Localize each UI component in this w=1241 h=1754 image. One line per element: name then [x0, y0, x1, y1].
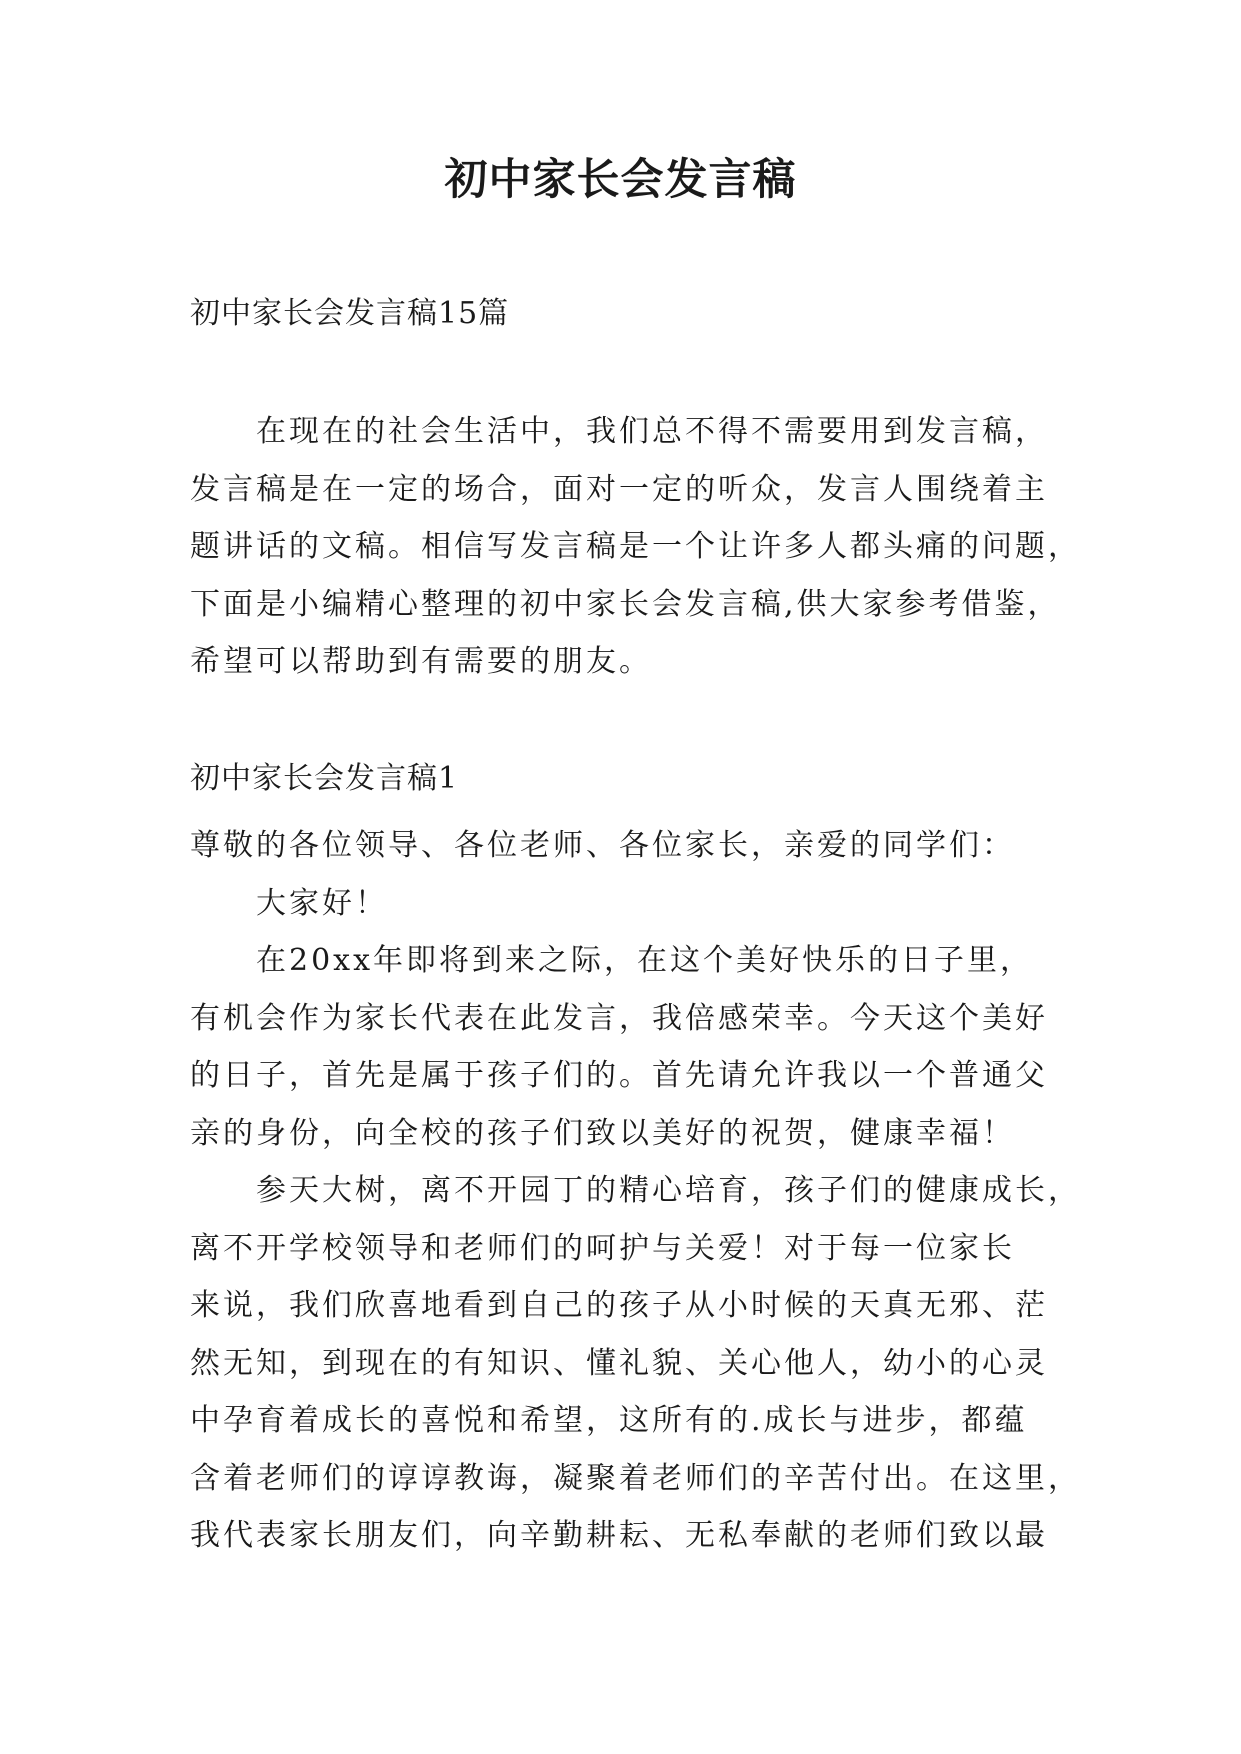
intro-line: 希望可以帮助到有需要的朋友。: [190, 644, 652, 679]
body-line: 我代表家长朋友们，向辛勤耕耘、无私奉献的老师们致以最: [190, 1518, 1048, 1553]
document-title: 初中家长会发言稿: [444, 155, 797, 205]
body-line: 有机会作为家长代表在此发言，我倍感荣幸。今天这个美好: [190, 1000, 1048, 1036]
intro-line: 在现在的社会生活中，我们总不得不需要用到发言稿，: [256, 414, 1048, 449]
salutation-line: 尊敬的各位领导、各位老师、各位家长，亲爱的同学们：: [190, 828, 1015, 863]
body-line: 在20xx年即将到来之际，在这个美好快乐的日子里，: [256, 943, 1034, 978]
greeting-line: 大家好！: [256, 885, 388, 921]
body-line: 含着老师们的谆谆教诲，凝聚着老师们的辛苦付出。在这里，: [190, 1460, 1081, 1496]
intro-line: 题讲话的文稿。相信写发言稿是一个让许多人都头痛的问题，: [190, 529, 1081, 564]
section-heading: 初中家长会发言稿1: [190, 761, 459, 796]
body-line: 亲的身份，向全校的孩子们致以美好的祝贺，健康幸福！: [190, 1115, 1015, 1151]
body-line: 参天大树，离不开园丁的精心培育，孩子们的健康成长，: [256, 1173, 1081, 1208]
speech-body: [190, 817, 1081, 1565]
body-line: 然无知，到现在的有知识、懂礼貌、关心他人，幼小的心灵: [190, 1345, 1048, 1381]
body-line: 的日子，首先是属于孩子们的。首先请允许我以一个普通父: [190, 1058, 1048, 1093]
intro-line: 发言稿是在一定的场合，面对一定的听众，发言人围绕着主: [190, 471, 1048, 507]
body-line: 中孕育着成长的喜悦和希望，这所有的.成长与进步，都蕴: [190, 1403, 1028, 1438]
intro-line: 下面是小编精心整理的初中家长会发言稿,供大家参考借鉴，: [190, 586, 1061, 622]
body-line: 来说，我们欣喜地看到自己的孩子从小时候的天真无邪、茫: [190, 1288, 1048, 1323]
body-line: 离不开学校领导和老师们的呵护与关爱！对于每一位家长: [190, 1230, 1015, 1266]
document-subtitle: 初中家长会发言稿15篇: [190, 296, 510, 331]
intro-paragraph: [190, 403, 1081, 691]
